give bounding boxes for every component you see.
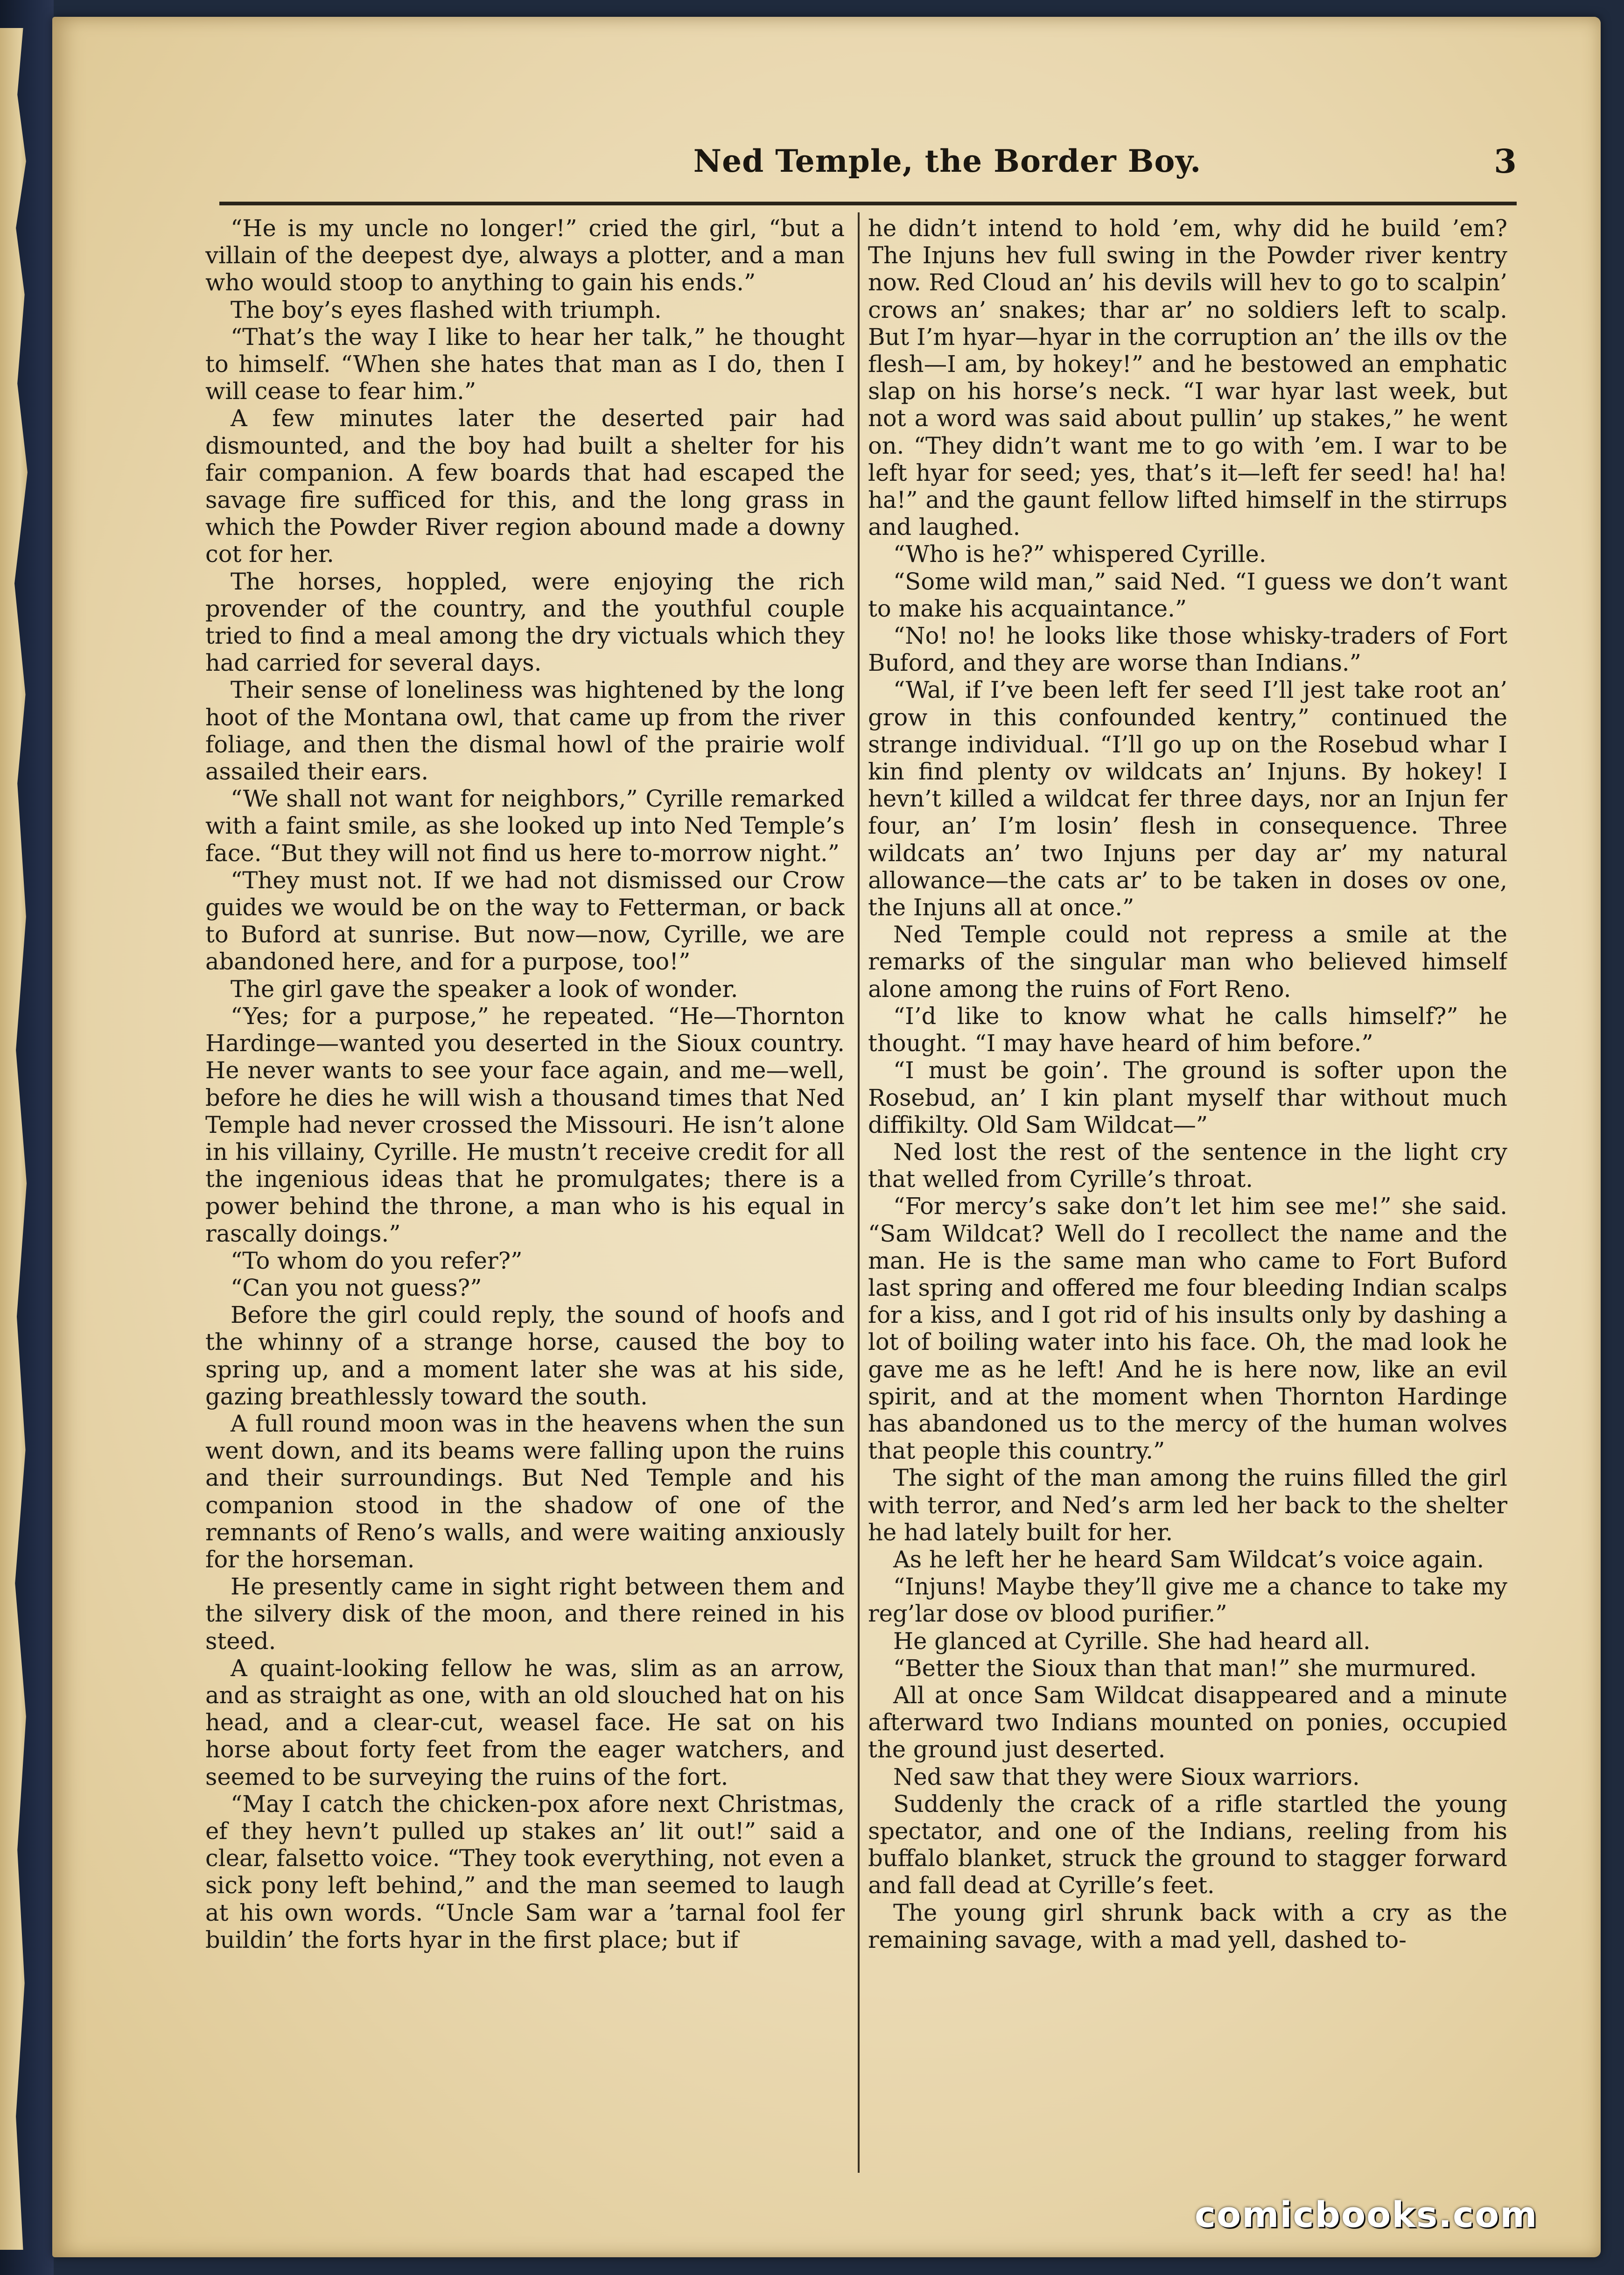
paragraph: “No! no! he looks like those whisky-traders of Fort Buford, and they are worse than Indians.” bbox=[868, 622, 1507, 677]
page-number: 3 bbox=[1494, 142, 1517, 181]
paragraph: “We shall not want for neighbors,” Cyrille remarked with a faint smile, as she looked up into Ned Temple’s face. “But they will not find us here to-morrow night.” bbox=[205, 785, 845, 867]
paragraph: “They must not. If we had not dismissed our Crow guides we would be on the way to Fetterman, or back to Buford at sunrise. But now—now, Cyrille, we are abandoned here, and for a purpose, too!” bbox=[205, 866, 845, 976]
paragraph: Suddenly the crack of a rifle startled the young spectator, and one of the Indians, reeling from his buffalo blanket, struck the ground to stagger forward and fall dead at Cyrille’s feet. bbox=[868, 1790, 1507, 1899]
paragraph: “I’d like to know what he calls himself?” he thought. “I may have heard of him before.” bbox=[868, 1002, 1507, 1057]
paragraph: “He is my uncle no longer!” cried the girl, “but a villain of the deepest dye, always a plotter, and a man who would stoop to anything to gain his ends.” bbox=[205, 215, 845, 296]
paragraph: Ned Temple could not repress a smile at the remarks of the singular man who believed himself alone among the ruins of Fort Reno. bbox=[868, 921, 1507, 1003]
paragraph: A few minutes later the deserted pair had dismounted, and the boy had built a shelter for his fair companion. A few boards that had escaped the savage fire sufficed for this, and the long grass in which the Powder River region abound made a downy cot for her. bbox=[205, 405, 845, 568]
paragraph: The sight of the man among the ruins filled the girl with terror, and Ned’s arm led her back to the shelter he had lately built for her. bbox=[868, 1464, 1507, 1546]
paragraph: Ned saw that they were Sioux warriors. bbox=[893, 1763, 1360, 1791]
right-column bbox=[868, 215, 1507, 2166]
paragraph: “That’s the way I like to hear her talk,” he thought to himself. “When she hates that man as I do, then I will cease to fear him.” bbox=[205, 323, 845, 405]
paragraph: The horses, hoppled, were enjoying the rich provender of the country, and the youthful couple tried to find a meal among the dry victuals which they had carried for several days. bbox=[205, 568, 845, 677]
paragraph: “I must be goin’. The ground is softer upon the Rosebud, an’ I kin plant myself thar without much diffikilty. Old Sam Wildcat—” bbox=[868, 1057, 1507, 1138]
left-column bbox=[205, 215, 845, 2166]
paragraph: “Who is he?” whispered Cyrille. bbox=[893, 541, 1267, 568]
paragraph: He glanced at Cyrille. She had heard all. bbox=[893, 1627, 1371, 1655]
paragraph: As he left her he heard Sam Wildcat’s voice again. bbox=[893, 1545, 1484, 1573]
paragraph: A quaint-looking fellow he was, slim as an arrow, and as straight as one, with an old slouched hat on his head, and a clear-cut, weasel face. He sat on his horse about forty feet from the eager watchers, and seemed to be surveying the ruins of the fort. bbox=[205, 1654, 845, 1791]
paragraph: The young girl shrunk back with a cry as the remaining savage, with a mad yell, dashed to- bbox=[868, 1899, 1507, 1953]
paragraph: Their sense of loneliness was hightened by the long hoot of the Montana owl, that came up from the river foliage, and then the dismal howl of the prairie wolf assailed their ears. bbox=[205, 676, 845, 786]
paragraph: All at once Sam Wildcat disappeared and a minute afterward two Indians mounted on ponies, occupied the ground just deserted. bbox=[868, 1681, 1507, 1763]
paragraph: “Some wild man,” said Ned. “I guess we don’t want to make his acquaintance.” bbox=[868, 568, 1507, 622]
paragraph: Before the girl could reply, the sound of hoofs and the whinny of a strange horse, caused the boy to spring up, and a moment later she was at his side, gazing breathlessly toward the south. bbox=[205, 1301, 845, 1410]
paragraph: “For mercy’s sake don’t let him see me!” she said. “Sam Wildcat? Well do I recollect the name and the man. He is the same man who came to Fort Buford last spring and offered me four bleeding Indian scalps for a kiss, and I got rid of his insults only by dashing a lot of boiling water into his face. Oh, the mad look he gave me as he left! And he is here now, like an evil spirit, and at the moment when Thornton Hardinge has abandoned us to the mercy of the human wolves that people this country.” bbox=[868, 1193, 1507, 1465]
column-divider bbox=[858, 212, 860, 2173]
paragraph: “Injuns! Maybe they’ll give me a chance to take my reg’lar dose ov blood purifier.” bbox=[868, 1573, 1507, 1628]
paragraph: The girl gave the speaker a look of wonder. bbox=[231, 975, 738, 1003]
paragraph: A full round moon was in the heavens when the sun went down, and its beams were falling upon the ruins and their surroundings. But Ned Temple and his companion stood in the shadow of one of the remnants of Reno’s walls, and were waiting anxiously for the horseman. bbox=[205, 1410, 845, 1573]
page-title: Ned Temple, the Border Boy. bbox=[693, 143, 1202, 179]
paragraph: “Wal, if I’ve been left fer seed I’ll jest take root an’ grow in this confounded kentry,” continued the strange individual. “I’ll go up on the Rosebud whar I kin find plenty ov wildcats an’ Injuns. By hokey! I hevn’t killed a wildcat fer three days, nor an Injun fer four, an’ I’m losin’ flesh in consequence. Three wildcats an’ two Injuns per day ar’ my natural allowance—the cats ar’ to be taken in doses ov one, the Injuns all at once.” bbox=[868, 676, 1507, 921]
paragraph: He presently came in sight right between them and the silvery disk of the moon, and there reined in his steed. bbox=[205, 1573, 845, 1655]
paragraph: “Yes; for a purpose,” he repeated. “He—Thornton Hardinge—wanted you deserted in the Sioux country. He never wants to see your face again, and me—well, before he dies he will wish a thousand times that Ned Temple had never crossed the Missouri. He isn’t alone in his villainy, Cyrille. He mustn’t receive credit for all the ingenious ideas that he promulgates; there is a power behind the throne, a man who is his equal in rascally doings.” bbox=[205, 1002, 845, 1247]
paragraph: “May I catch the chicken-pox afore next Christmas, ef they hevn’t pulled up stakes an’ lit out!” said a clear, falsetto voice. “They took everything, not even a sick pony left behind,” and the man seemed to laugh at his own words. “Uncle Sam war a ’tarnal fool fer buildin’ the forts hyar in the first place; but if bbox=[205, 1790, 845, 1953]
header-rule bbox=[219, 202, 1517, 205]
site-watermark: comicbooks.com bbox=[1195, 2194, 1538, 2235]
paragraph: “Better the Sioux than that man!” she murmured. bbox=[893, 1654, 1477, 1682]
paragraph: “To whom do you refer?” bbox=[231, 1247, 523, 1274]
paragraph: The boy’s eyes flashed with triumph. bbox=[231, 296, 662, 323]
running-header bbox=[219, 140, 1535, 191]
paragraph: he didn’t intend to hold ’em, why did he build ’em? The Injuns hev full swing in the Powder river kentry now. Red Cloud an’ his devils will hev to go to scalpin’ crows an’ snakes; thar ar’ no soldiers left to scalp. But I’m hyar—hyar in the corruption an’ the ills ov the flesh—I am, by hokey!” and he bestowed an emphatic slap on his horse’s neck. “I war hyar last week, but not a word was said about pullin’ up stakes,” he went on. “They didn’t want me to go with ’em. I war to be left hyar for seed; yes, that’s it—left fer seed! ha! ha! ha!” and the gaunt fellow lifted himself in the stirrups and laughed. bbox=[868, 215, 1507, 541]
paragraph: Ned lost the rest of the sentence in the light cry that welled from Cyrille’s throat. bbox=[868, 1138, 1507, 1193]
paragraph: “Can you not guess?” bbox=[231, 1274, 482, 1301]
